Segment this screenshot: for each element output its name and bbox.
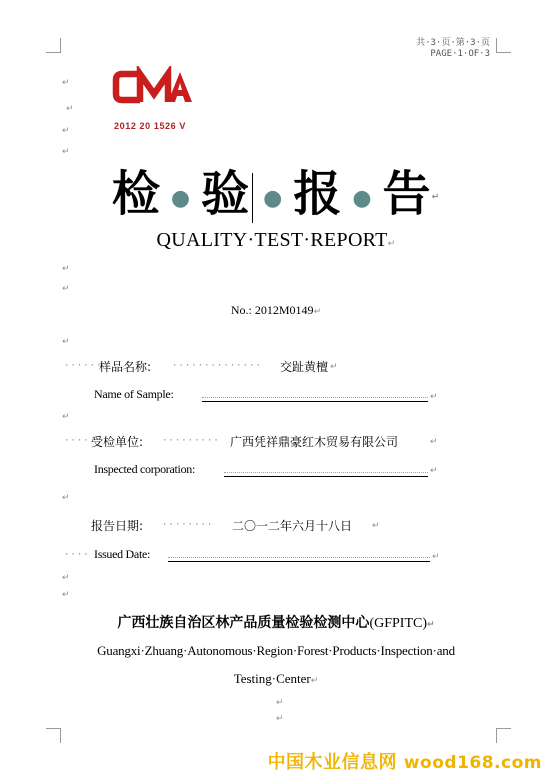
- paragraph-mark-icon: ↵: [62, 573, 70, 583]
- cma-logo: [110, 66, 198, 108]
- paragraph-mark-icon: ↵: [372, 521, 380, 531]
- inspected-underline: [224, 476, 428, 477]
- paragraph-mark-icon: ↵: [66, 104, 74, 114]
- date-value: 二〇一二年六月十八日: [232, 519, 353, 533]
- paragraph-mark-icon: ↵: [430, 437, 438, 447]
- organization-abbr: (GFPITC): [369, 616, 427, 631]
- date-label-cn: 报告日期:: [91, 519, 144, 533]
- report-title-cn: 检 ● 验 ● 报 ● 告↵: [111, 166, 441, 222]
- organization-name-cn: 广西壮族自治区林产品质量检验检测中心(GFPITC)↵: [117, 615, 435, 631]
- crop-mark-bottom-right: [496, 728, 511, 743]
- organization-name-en-line1: Guangxi·Zhuang·Autonomous·Region·Forest·Products·Inspection·and: [97, 643, 455, 658]
- title-char: 检: [111, 166, 161, 222]
- paragraph-mark-icon: ↵: [276, 714, 284, 724]
- paragraph-mark-icon: ↵: [62, 493, 70, 503]
- paragraph-mark-icon: ↵: [330, 362, 338, 372]
- leader-dots: ········: [162, 520, 214, 530]
- crop-mark-top-left: [46, 38, 61, 53]
- leader-dots: ·········: [162, 436, 220, 446]
- inspected-value: 广西凭祥鼎豪红木贸易有限公司: [230, 435, 399, 449]
- paragraph-mark-icon: ↵: [62, 147, 70, 157]
- sample-value: 交趾黄檀: [280, 360, 329, 374]
- paragraph-mark-icon: ↵: [430, 392, 438, 402]
- sample-label-cn: 样品名称:: [99, 360, 152, 374]
- inspected-label-cn: 受检单位:: [91, 435, 144, 449]
- leader-dots: ····: [64, 436, 90, 446]
- report-number: No.: 2012M0149↵: [230, 303, 322, 317]
- paragraph-mark-icon: ↵: [62, 264, 70, 274]
- title-char: 验: [201, 166, 251, 222]
- organization-name-en-line2: Testing·Center↵: [233, 671, 319, 686]
- leader-dots: ····: [64, 550, 90, 560]
- paragraph-mark-icon: ↵: [62, 284, 70, 294]
- page-count-en: PAGE·1·OF·3: [430, 49, 490, 59]
- paragraph-mark-icon: ↵: [62, 412, 70, 422]
- date-underline: [168, 561, 430, 562]
- cma-code: 2012 20 1526 V: [114, 121, 186, 131]
- crop-mark-bottom-left: [46, 728, 61, 743]
- date-label-en: Issued Date:: [94, 547, 151, 561]
- paragraph-mark-icon: ↵: [62, 126, 70, 136]
- paragraph-mark-icon: ↵: [430, 466, 438, 476]
- paragraph-mark-icon: ↵: [62, 590, 70, 600]
- paragraph-mark-icon: ↵: [276, 698, 284, 708]
- inspected-label-en: Inspected corporation:: [94, 462, 196, 476]
- title-char: 告: [382, 166, 432, 222]
- page-count-cn: 共·3·页·第·3·页: [416, 38, 490, 48]
- leader-dots: ··············: [172, 361, 262, 371]
- paragraph-mark-icon: ↵: [432, 552, 440, 562]
- crop-mark-top-right: [496, 38, 511, 53]
- paragraph-mark-icon: ↵: [62, 337, 70, 347]
- sample-underline: [202, 401, 428, 402]
- report-title-en: QUALITY·TEST·REPORT↵: [156, 229, 396, 251]
- sample-label-en: Name of Sample:: [94, 387, 174, 401]
- site-watermark: 中国木业信息网 wood168.com: [267, 752, 542, 773]
- leader-dots: ·······: [64, 361, 109, 371]
- title-char: 报: [293, 166, 343, 222]
- paragraph-mark-icon: ↵: [62, 78, 70, 88]
